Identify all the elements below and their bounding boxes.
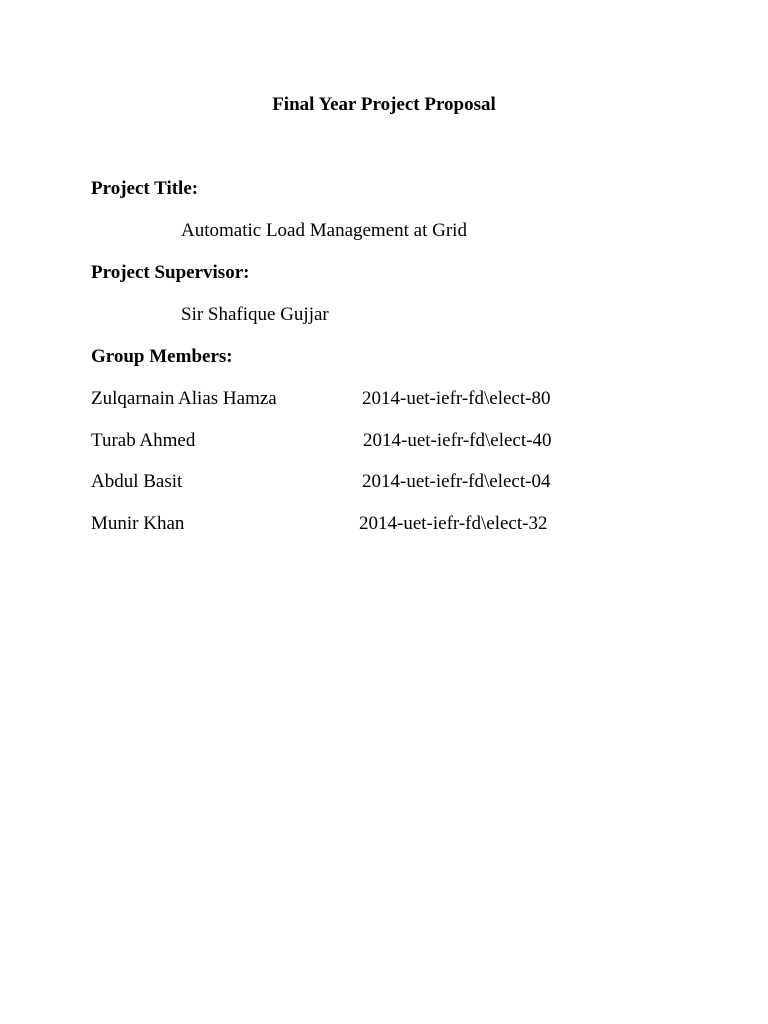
group-members-heading: Group Members: [91, 346, 233, 367]
member-registration-id: 2014-uet-iefr-fd\elect-32 [359, 513, 548, 534]
member-name: Abdul Basit [91, 471, 183, 492]
member-name: Munir Khan [91, 513, 185, 534]
project-supervisor-heading: Project Supervisor: [91, 262, 250, 283]
project-supervisor-value: Sir Shafique Gujjar [181, 304, 329, 325]
member-registration-id: 2014-uet-iefr-fd\elect-80 [362, 388, 551, 409]
member-name: Zulqarnain Alias Hamza [91, 388, 277, 409]
member-registration-id: 2014-uet-iefr-fd\elect-04 [362, 471, 551, 492]
project-title-heading: Project Title: [91, 178, 199, 199]
document-title: Final Year Project Proposal [272, 94, 496, 115]
project-title-value: Automatic Load Management at Grid [181, 220, 467, 241]
member-registration-id: 2014-uet-iefr-fd\elect-40 [363, 430, 552, 451]
member-name: Turab Ahmed [91, 430, 196, 451]
